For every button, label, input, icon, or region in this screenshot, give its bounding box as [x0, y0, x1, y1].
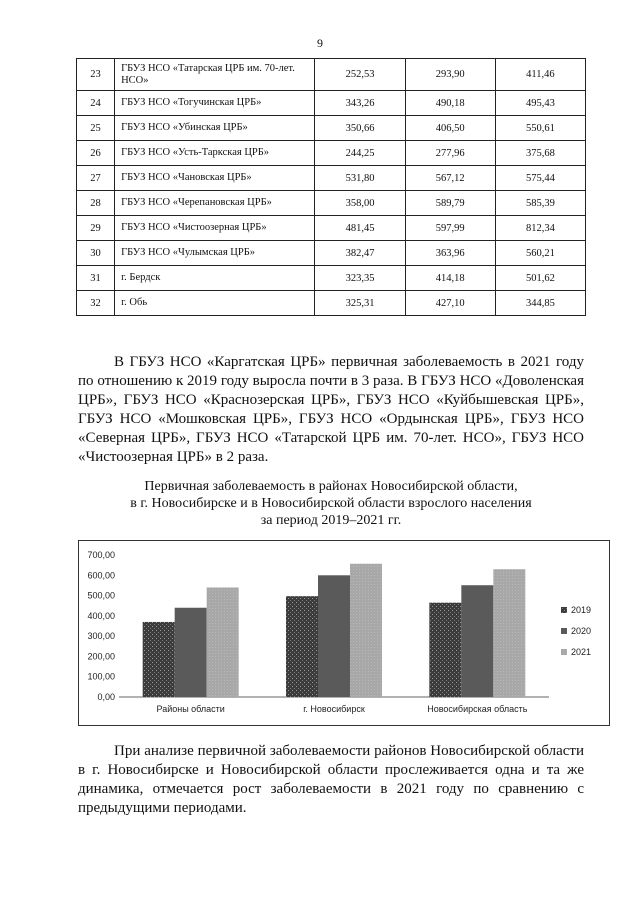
y-tick-label: 600,00 — [87, 570, 115, 581]
value-2019: 382,47 — [315, 241, 405, 266]
table-row — [77, 191, 586, 216]
table-row — [77, 266, 586, 291]
row-number: 24 — [77, 91, 115, 116]
y-tick-label: 500,00 — [87, 590, 115, 601]
row-number: 30 — [77, 241, 115, 266]
bar-2021-1 — [207, 587, 239, 697]
chart-title-line-1: Первичная заболеваемость в районах Новосибирской области, — [144, 479, 518, 494]
bar-2021-2 — [350, 564, 382, 697]
paragraph-2: При анализе первичной заболеваемости районов Новосибирской области в г. Новосибирске и Новосибирской области прослеживается одна и та же динамика, отмечается рост заболеваемости в 2021 году по сравнению с предыдущими периодами. — [78, 743, 584, 816]
bar-2020-2 — [318, 575, 350, 697]
legend-swatch-2020 — [561, 628, 567, 634]
value-2021: 375,68 — [495, 141, 585, 166]
row-number: 23 — [77, 59, 115, 91]
table-row — [77, 116, 586, 141]
value-2020: 427,10 — [405, 291, 495, 316]
value-2019: 252,53 — [315, 59, 405, 91]
institution-name: ГБУЗ НСО «Черепановская ЦРБ» — [115, 191, 315, 216]
table-row — [77, 91, 586, 116]
value-2019: 531,80 — [315, 166, 405, 191]
bar-2020-1 — [175, 608, 207, 697]
value-2021: 411,46 — [495, 59, 585, 91]
y-tick-label: 100,00 — [87, 671, 115, 682]
table-row — [77, 241, 586, 266]
bar-chart — [79, 541, 611, 727]
bar-2019-1 — [143, 622, 175, 697]
row-number: 25 — [77, 116, 115, 141]
chart-title — [78, 478, 584, 529]
y-tick-label: 200,00 — [87, 651, 115, 662]
value-2021: 550,61 — [495, 116, 585, 141]
value-2019: 244,25 — [315, 141, 405, 166]
legend-swatch-2019 — [561, 607, 567, 613]
row-number: 31 — [77, 266, 115, 291]
page-number: 9 — [317, 36, 323, 50]
value-2020: 597,99 — [405, 216, 495, 241]
y-tick-label: 400,00 — [87, 610, 115, 621]
value-2019: 325,31 — [315, 291, 405, 316]
y-tick-label: 300,00 — [87, 631, 115, 642]
value-2020: 567,12 — [405, 166, 495, 191]
y-tick-label: 0,00 — [97, 692, 115, 702]
legend-label-2020: 2020 — [571, 626, 592, 636]
institution-name: ГБУЗ НСО «Усть-Таркская ЦРБ» — [115, 141, 315, 166]
value-2019: 323,35 — [315, 266, 405, 291]
table-row — [77, 216, 586, 241]
incidence-table — [76, 58, 586, 316]
value-2021: 560,21 — [495, 241, 585, 266]
value-2021: 812,34 — [495, 216, 585, 241]
legend-label-2019: 2019 — [571, 605, 592, 615]
row-number: 32 — [77, 291, 115, 316]
x-category-label: Новосибирская область — [427, 704, 528, 714]
value-2020: 490,18 — [405, 91, 495, 116]
value-2021: 501,62 — [495, 266, 585, 291]
institution-name: ГБУЗ НСО «Тогучинская ЦРБ» — [115, 91, 315, 116]
table-row — [77, 291, 586, 316]
value-2021: 575,44 — [495, 166, 585, 191]
row-number: 27 — [77, 166, 115, 191]
table-row — [77, 166, 586, 191]
institution-name: г. Бердск — [115, 266, 315, 291]
value-2019: 481,45 — [315, 216, 405, 241]
table-row — [77, 59, 586, 91]
value-2020: 293,90 — [405, 59, 495, 91]
value-2021: 495,43 — [495, 91, 585, 116]
row-number: 26 — [77, 141, 115, 166]
row-number: 29 — [77, 216, 115, 241]
institution-name: ГБУЗ НСО «Чистоозерная ЦРБ» — [115, 216, 315, 241]
value-2019: 343,26 — [315, 91, 405, 116]
x-category-label: Районы области — [156, 704, 225, 714]
institution-name: ГБУЗ НСО «Чулымская ЦРБ» — [115, 241, 315, 266]
x-category-label: г. Новосибирск — [303, 704, 365, 714]
institution-name: г. Обь — [115, 291, 315, 316]
institution-name: ГБУЗ НСО «Чановская ЦРБ» — [115, 166, 315, 191]
institution-name: ГБУЗ НСО «Татарская ЦРБ им. 70-лет. НСО» — [115, 59, 315, 91]
bar-2020-3 — [461, 585, 493, 697]
paragraph-1: В ГБУЗ НСО «Каргатская ЦРБ» первичная заболеваемость в 2021 году по отношению к 2019 году выросла почти в 3 раза. В ГБУЗ НСО «Доволенская ЦРБ», ГБУЗ НСО «Краснозерская ЦРБ», ГБУЗ НСО «Куйбышевская ЦРБ», ГБУЗ НСО «Мошковская ЦРБ», ГБУЗ НСО «Ордынская ЦРБ», ГБУЗ НСО «Северная ЦРБ», ГБУЗ НСО «Татарской ЦРБ им. 70-лет. НСО», ГБУЗ НСО «Чистоозерная ЦРБ» в 2 раза. — [78, 354, 584, 465]
chart-title-line-3: за период 2019–2021 гг. — [260, 513, 402, 528]
value-2019: 350,66 — [315, 116, 405, 141]
table-row — [77, 141, 586, 166]
legend-swatch-2021 — [561, 649, 567, 655]
value-2020: 589,79 — [405, 191, 495, 216]
bar-2019-3 — [429, 603, 461, 697]
value-2020: 406,50 — [405, 116, 495, 141]
value-2020: 363,96 — [405, 241, 495, 266]
value-2021: 344,85 — [495, 291, 585, 316]
chart-title-line-2: в г. Новосибирске и в Новосибирской области взрослого населения — [130, 496, 532, 511]
value-2021: 585,39 — [495, 191, 585, 216]
institution-name: ГБУЗ НСО «Убинская ЦРБ» — [115, 116, 315, 141]
value-2020: 277,96 — [405, 141, 495, 166]
value-2019: 358,00 — [315, 191, 405, 216]
legend-label-2021: 2021 — [571, 647, 592, 657]
chart-frame — [78, 540, 610, 726]
bar-2021-3 — [493, 569, 525, 697]
y-tick-label: 700,00 — [87, 550, 115, 560]
value-2020: 414,18 — [405, 266, 495, 291]
bar-2019-2 — [286, 596, 318, 697]
row-number: 28 — [77, 191, 115, 216]
